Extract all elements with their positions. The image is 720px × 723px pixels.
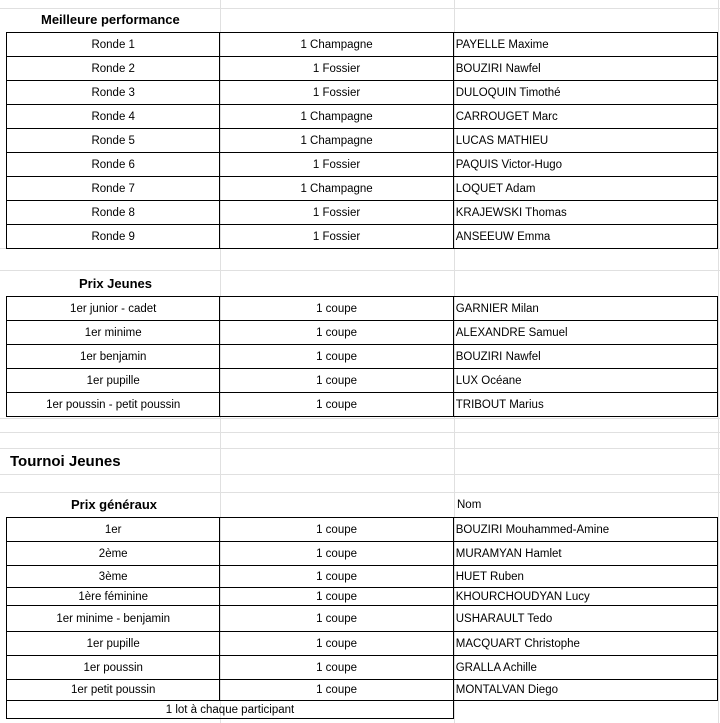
grid-row-line bbox=[0, 474, 720, 475]
row-prize: 1 coupe bbox=[220, 680, 453, 700]
row-label: 1ère féminine bbox=[7, 588, 220, 605]
row-prize: 1 Fossier bbox=[220, 225, 453, 248]
table-row bbox=[6, 565, 718, 588]
row-label: Ronde 4 bbox=[7, 105, 220, 128]
table-row bbox=[6, 655, 718, 680]
row-label: 1er pupille bbox=[7, 632, 220, 655]
row-prize: 1 coupe bbox=[220, 321, 453, 344]
row-prize: 1 coupe bbox=[220, 566, 453, 587]
row-prize: 1 Champagne bbox=[220, 129, 453, 152]
row-winner: KHOURCHOUDYAN Lucy bbox=[455, 590, 590, 603]
row-winner: HUET Ruben bbox=[455, 570, 524, 583]
column-header-nom: Nom bbox=[457, 499, 482, 511]
row-label: 1er petit poussin bbox=[7, 680, 220, 700]
row-winner: MURAMYAN Hamlet bbox=[455, 547, 562, 560]
row-label: 1er poussin bbox=[7, 656, 220, 679]
row-prize: 1 coupe bbox=[220, 345, 453, 368]
row-label: 1er minime bbox=[7, 321, 220, 344]
row-winner: GRALLA Achille bbox=[455, 661, 537, 674]
grid-row-line bbox=[0, 270, 720, 271]
row-label: Ronde 8 bbox=[7, 201, 220, 224]
row-prize: 1 Fossier bbox=[220, 81, 453, 104]
row-prize: 1 Champagne bbox=[220, 105, 453, 128]
row-label: Ronde 3 bbox=[7, 81, 220, 104]
row-prize: 1 Champagne bbox=[220, 177, 453, 200]
row-winner: CARROUGET Marc bbox=[455, 110, 558, 123]
table-row bbox=[6, 104, 718, 129]
row-label: 3ème bbox=[7, 566, 220, 587]
table-row bbox=[6, 587, 718, 606]
section-title-prix-jeunes: Prix Jeunes bbox=[79, 276, 152, 291]
row-winner: PAQUIS Victor-Hugo bbox=[455, 158, 563, 171]
row-prize: 1 coupe bbox=[220, 518, 453, 541]
table-row bbox=[6, 80, 718, 105]
row-prize: 1 Fossier bbox=[220, 153, 453, 176]
row-label: Ronde 1 bbox=[7, 33, 220, 56]
grid-row-line bbox=[0, 448, 720, 449]
row-winner: BOUZIRI Mouhammed-Amine bbox=[455, 523, 610, 536]
row-label: Ronde 6 bbox=[7, 153, 220, 176]
grid-row-line bbox=[0, 492, 720, 493]
table-row bbox=[6, 392, 718, 417]
table-row bbox=[6, 128, 718, 153]
row-winner: USHARAULT Tedo bbox=[455, 612, 553, 625]
table-row bbox=[6, 176, 718, 201]
table-row bbox=[6, 32, 718, 57]
row-prize: 1 coupe bbox=[220, 393, 453, 416]
row-prize: 1 Fossier bbox=[220, 201, 453, 224]
row-label: 1er pupille bbox=[7, 369, 220, 392]
section-title-prix-generaux: Prix généraux bbox=[71, 497, 157, 512]
table-row bbox=[6, 296, 718, 321]
row-winner: GARNIER Milan bbox=[455, 302, 539, 315]
grid-column-line bbox=[718, 0, 719, 723]
table-row bbox=[6, 344, 718, 369]
row-label: 1er poussin - petit poussin bbox=[7, 393, 220, 416]
row-prize: 1 coupe bbox=[220, 542, 453, 565]
table-row bbox=[6, 320, 718, 345]
table-row bbox=[6, 224, 718, 249]
table-row bbox=[6, 517, 718, 542]
table-row bbox=[6, 605, 718, 632]
row-winner: PAYELLE Maxime bbox=[455, 38, 549, 51]
table-row bbox=[6, 368, 718, 393]
table-row bbox=[6, 200, 718, 225]
row-label: 1er minime - benjamin bbox=[7, 606, 220, 631]
grid-row-line bbox=[0, 432, 720, 433]
table-row bbox=[6, 679, 718, 701]
section-title-meilleure-performance: Meilleure performance bbox=[41, 12, 180, 27]
grid-row-line bbox=[0, 418, 720, 419]
row-winner: MACQUART Christophe bbox=[455, 637, 580, 650]
row-label: 1er benjamin bbox=[7, 345, 220, 368]
section-title-tournoi-jeunes: Tournoi Jeunes bbox=[10, 453, 121, 470]
row-label: 1er bbox=[7, 518, 220, 541]
row-prize: 1 coupe bbox=[220, 369, 453, 392]
table-row bbox=[6, 56, 718, 81]
row-winner: KRAJEWSKI Thomas bbox=[455, 206, 567, 219]
footer-note-row bbox=[6, 700, 454, 719]
row-winner: TRIBOUT Marius bbox=[455, 398, 544, 411]
row-label: 1er junior - cadet bbox=[7, 297, 220, 320]
row-prize: 1 coupe bbox=[220, 632, 453, 655]
row-label: Ronde 2 bbox=[7, 57, 220, 80]
row-winner: LUCAS MATHIEU bbox=[455, 134, 549, 147]
table-row bbox=[6, 152, 718, 177]
table-row bbox=[6, 541, 718, 566]
row-prize: 1 coupe bbox=[220, 297, 453, 320]
row-winner: ANSEEUW Emma bbox=[455, 230, 551, 243]
row-label: Ronde 9 bbox=[7, 225, 220, 248]
row-prize: 1 coupe bbox=[220, 656, 453, 679]
table-row bbox=[6, 631, 718, 656]
grid-row-line bbox=[0, 8, 720, 9]
row-prize: 1 Champagne bbox=[220, 33, 453, 56]
row-winner: LOQUET Adam bbox=[455, 182, 536, 195]
row-winner: DULOQUIN Timothé bbox=[455, 86, 561, 99]
row-prize: 1 Fossier bbox=[220, 57, 453, 80]
row-winner: ALEXANDRE Samuel bbox=[455, 326, 568, 339]
row-label: 2ème bbox=[7, 542, 220, 565]
row-prize: 1 coupe bbox=[220, 606, 453, 631]
row-winner: MONTALVAN Diego bbox=[455, 684, 558, 696]
row-label: Ronde 5 bbox=[7, 129, 220, 152]
row-label: Ronde 7 bbox=[7, 177, 220, 200]
footer-note: 1 lot à chaque participant bbox=[165, 703, 295, 716]
row-winner: BOUZIRI Nawfel bbox=[455, 62, 541, 75]
row-winner: LUX Océane bbox=[455, 374, 522, 387]
row-winner: BOUZIRI Nawfel bbox=[455, 350, 541, 363]
row-prize: 1 coupe bbox=[220, 588, 453, 605]
